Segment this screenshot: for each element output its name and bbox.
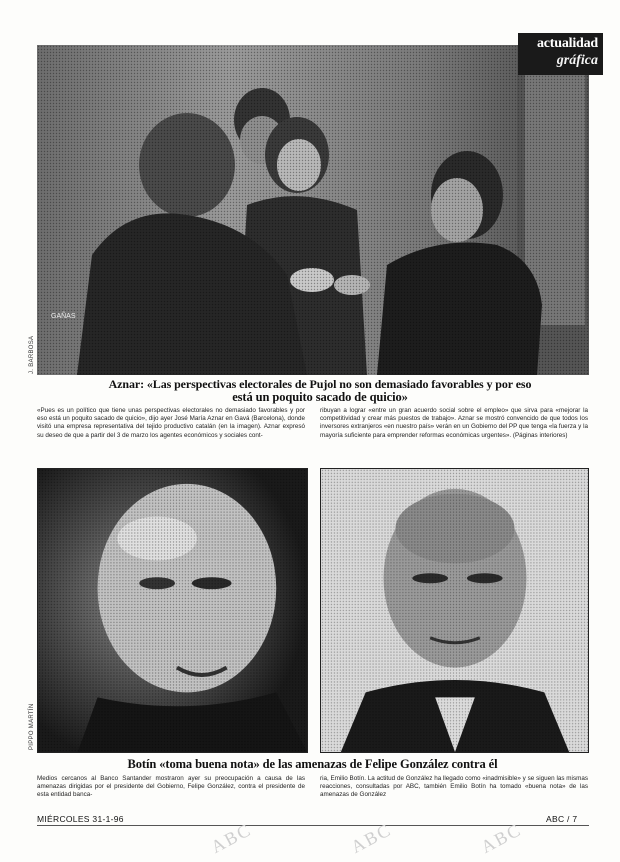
top-body-col1: «Pues es un político que tiene unas perspectivas electorales no demasiado favorables y por eso está un poquito sacado de quicio», dijo ayer José María Aznar en Gavá (Barcelona), donde visitó una empresa representativa del tejido productivo catalán (en la imagen). Aznar expresó su deseo de que a partir del 3 de marzo los agentes económicos y sociales cont- xyxy=(37,407,305,439)
top-photo xyxy=(37,45,589,375)
bottom-body-col1: Medios cercanos al Banco Santander mostraron ayer su preocupación a causa de las amenazas dirigidas por el presidente del Gobierno, Felipe González, contra el presidente de esta entidad banca- xyxy=(37,775,305,799)
section-tag xyxy=(518,33,603,75)
top-photo-label: GAÑAS xyxy=(51,313,76,320)
top-body-col2: ribuyan a lograr «entre un gran acuerdo social sobre el empleo» que sirva para «mejorar la competitividad y crear más puestos de trabajo». Aznar se mostró convencido de que todos los inversores extranjeros «en nuestro país» verán en un Gobierno del PP que tenga «la fuerza y la mayoría suficiente para emprender reformas económicas urgentes». (Páginas interiores) xyxy=(320,407,588,439)
bottom-body-col2: ria, Emilio Botín. La actitud de González ha llegado como «inadmisible» y se siguen las mismas reacciones, consultadas por ABC, también Emilio Botín ha tomado «buena nota» de las amenazas de González xyxy=(320,775,588,799)
watermark-2: ABC xyxy=(347,819,395,857)
footer-page: ABC / 7 xyxy=(546,814,578,824)
footer-date: MIÉRCOLES 31-1-96 xyxy=(37,814,124,824)
top-photo-credit: J. BARBOSA xyxy=(29,335,35,374)
top-headline-line2: está un poquito sacado de quicio» xyxy=(232,390,408,404)
gonzalez-photo xyxy=(320,468,589,753)
watermark-3: ABC xyxy=(477,819,525,857)
section-tag-line2: gráfica xyxy=(556,53,598,68)
botin-photo-credit: PIPPO MARTÍN xyxy=(29,703,35,750)
top-headline-line1: Aznar: «Las perspectivas electorales de Pujol no son demasiado favorables y por eso xyxy=(108,377,532,391)
section-tag-line1: actualidad xyxy=(536,36,598,51)
botin-photo xyxy=(37,468,308,753)
top-headline xyxy=(60,378,580,404)
watermark-1: ABC xyxy=(207,819,255,857)
bottom-headline: Botín «toma buena nota» de las amenazas de Felipe González contra él xyxy=(127,757,498,771)
